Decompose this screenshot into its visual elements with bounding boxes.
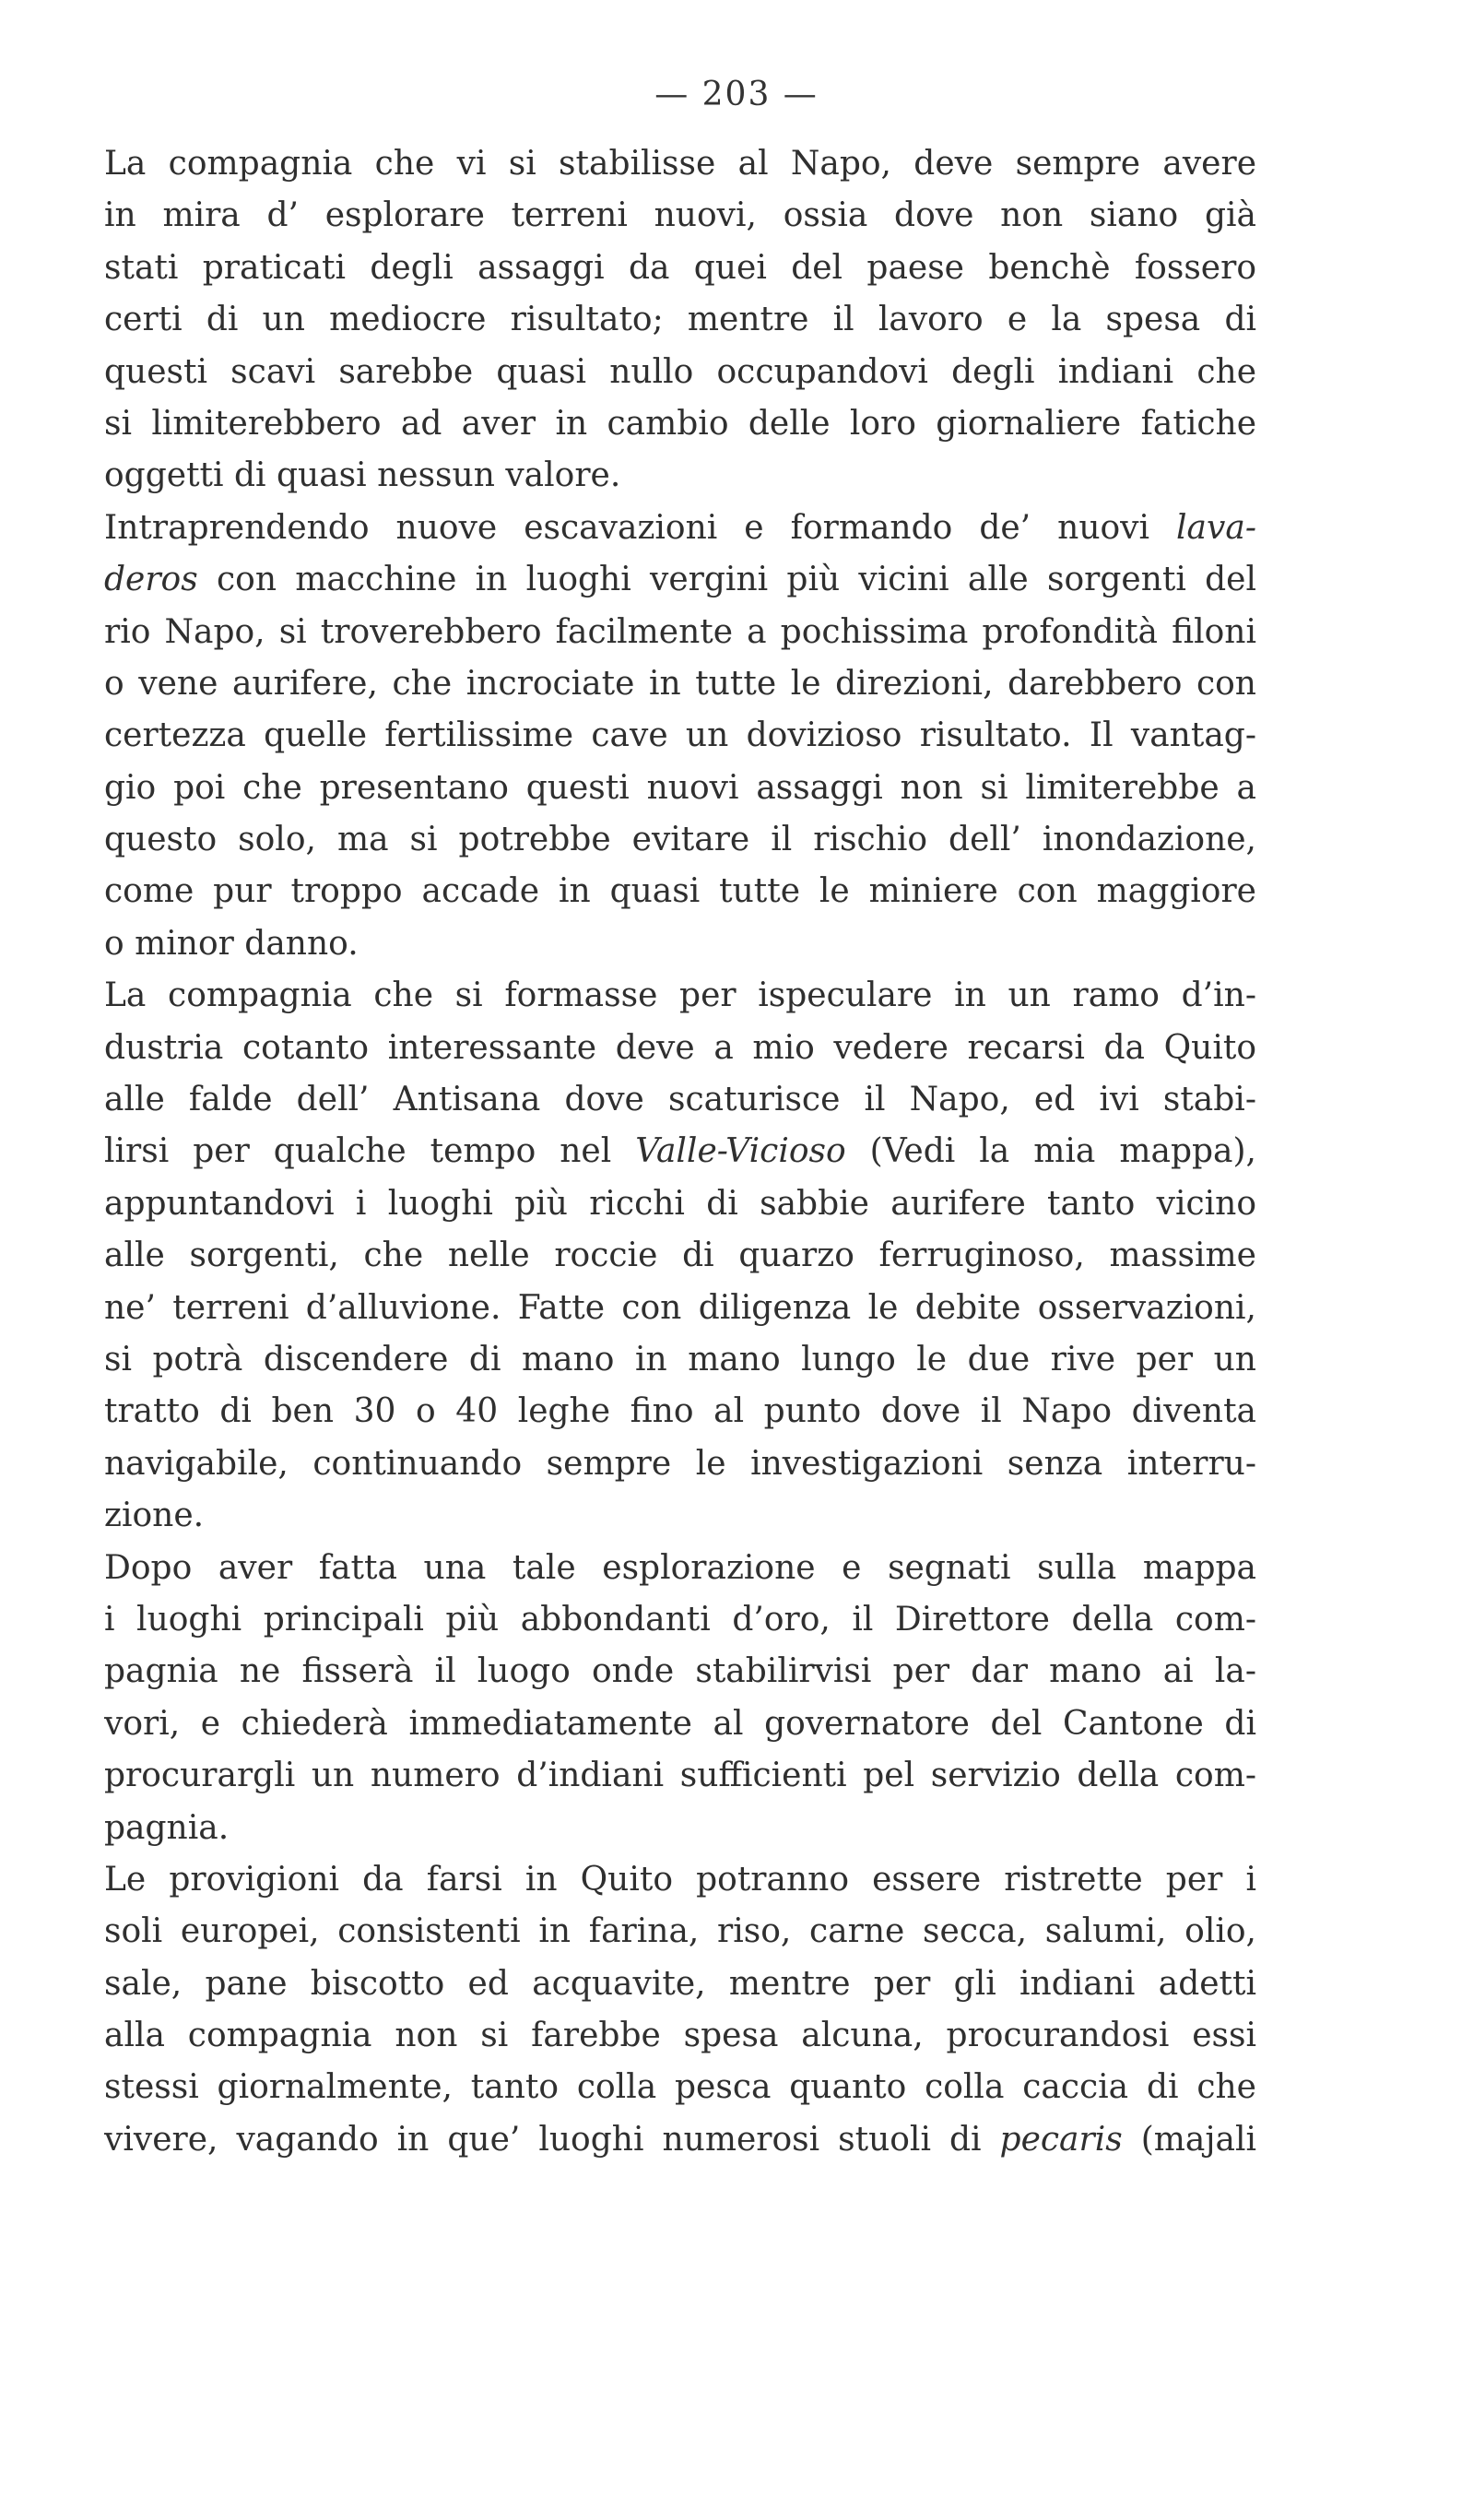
text-line: sale, pane biscotto ed acquavite, mentre per gli indiani adetti — [104, 1964, 1256, 2003]
text-line: La compagnia che vi si stabilisse al Napo, deve sempre avere — [104, 145, 1256, 183]
text-line: in mira d’ esplorare terreni nuovi, ossia dove non siano già — [104, 196, 1256, 235]
text-line: certezza quelle fertilissime cave un dovizioso risultato. Il vantag- — [104, 716, 1256, 755]
text-line: zione. — [104, 1497, 205, 1535]
body-text — [104, 138, 1256, 2166]
text-line: vori, e chiederà immediatamente al governatore del Cantone di — [104, 1704, 1256, 1743]
text-line: questi scavi sarebbe quasi nullo occupandovi degli indiani che — [104, 352, 1256, 391]
text-line: procurargli un numero d’indiani sufficienti pel servizio della com- — [104, 1757, 1256, 1795]
text-line: rio Napo, si troverebbero facilmente a pochissima profondità filoni — [104, 612, 1256, 651]
text-line: come pur troppo accade in quasi tutte le miniere con maggiore — [104, 872, 1256, 911]
text-line: tratto di ben 30 o 40 leghe fino al punto dove il Napo diventa — [104, 1392, 1256, 1431]
text-line: La compagnia che si formasse per ispeculare in un ramo d’in- — [104, 976, 1256, 1015]
text-line: alle falde dell’ Antisana dove scaturisce il Napo, ed ivi stabi- — [104, 1081, 1256, 1119]
text-line: Le provigioni da farsi in Quito potranno essere ristrette per i — [104, 1860, 1256, 1899]
text-line: vivere, vagando in que’ luoghi numerosi stuoli di pecaris (majali — [104, 2120, 1256, 2159]
text-line: si potrà discendere di mano in mano lungo le due rive per un — [104, 1340, 1256, 1378]
text-line: Dopo aver fatta una tale esplorazione e segnati sulla mappa — [104, 1548, 1256, 1587]
text-line: deros con macchine in luoghi vergini più vicini alle sorgenti del — [104, 561, 1256, 599]
text-line: dustria cotanto interessante deve a mio vedere recarsi da Quito — [104, 1028, 1256, 1067]
text-line: appuntandovi i luoghi più ricchi di sabbie aurifere tanto vicino — [104, 1184, 1256, 1223]
text-line: alla compagnia non si farebbe spesa alcuna, procurandosi essi — [104, 2017, 1256, 2055]
text-line: lirsi per qualche tempo nel Valle-Vicioso (Vedi la mia mappa), — [104, 1132, 1256, 1171]
text-line: oggetti di quasi nessun valore. — [104, 456, 621, 495]
text-line: stati praticati degli assaggi da quei del paese benchè fossero — [104, 248, 1256, 287]
text-line: gio poi che presentano questi nuovi assaggi non si limiterebbe a — [104, 768, 1256, 807]
text-line: certi di un mediocre risultato; mentre il lavoro e la spesa di — [104, 301, 1256, 339]
text-line: stessi giornalmente, tanto colla pesca quanto colla caccia di che — [104, 2068, 1256, 2107]
page-number: — 203 — — [654, 76, 819, 113]
text-line: alle sorgenti, che nelle roccie di quarzo ferruginoso, massime — [104, 1236, 1256, 1275]
text-line: soli europei, consistenti in farina, riso, carne secca, salumi, olio, — [104, 1912, 1256, 1951]
italic-term: lava- — [1176, 508, 1256, 547]
text-line: o vene aurifere, che incrociate in tutte le direzioni, darebbero con — [104, 664, 1256, 703]
text-line: i luoghi principali più abbondanti d’oro, il Direttore della com- — [104, 1600, 1256, 1639]
text-line: si limiterebbero ad aver in cambio delle loro giornaliere fatiche — [104, 404, 1256, 443]
italic-term: pecaris — [999, 2120, 1123, 2159]
italic-term: deros — [104, 561, 198, 599]
text-line: pagnia ne fisserà il luogo onde stabilirvisi per dar mano ai la- — [104, 1652, 1256, 1691]
text-line: Intraprendendo nuove escavazioni e formando de’ nuovi lava- — [104, 508, 1256, 547]
text-line: ne’ terreni d’alluvione. Fatte con diligenza le debite osservazioni, — [104, 1288, 1256, 1327]
text-line: pagnia. — [104, 1808, 230, 1847]
text-line: navigabile, continuando sempre le investigazioni senza interru- — [104, 1444, 1256, 1483]
italic-term: Valle-Vicioso — [635, 1132, 846, 1171]
text-line: questo solo, ma si potrebbe evitare il rischio dell’ inondazione, — [104, 821, 1256, 859]
text-line: o minor danno. — [104, 924, 359, 963]
